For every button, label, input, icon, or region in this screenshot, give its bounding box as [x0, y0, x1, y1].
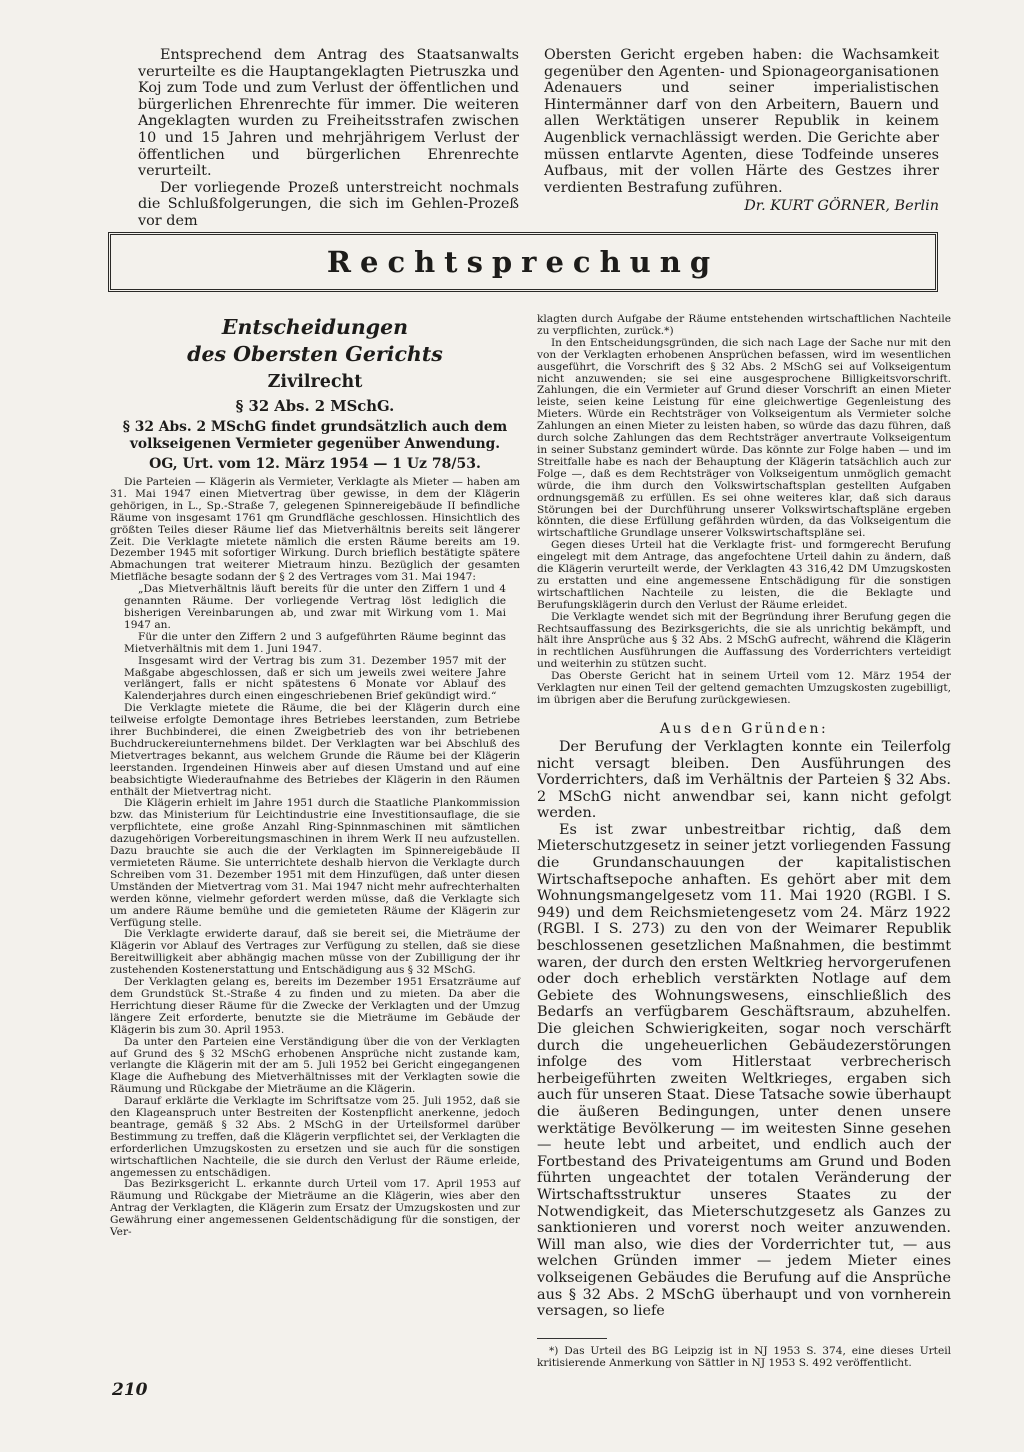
- right-paragraph: In den Entscheidungsgründen, die sich nach Lage der Sache nur mit den von der Verklagten erhobenen Ansprüchen befassen, wird im wesentlichen ausgeführt, die Vorschrift des § 32 Abs. 2 MSchG sei auf Volkseigentum nicht anzuwenden; sie sei eine ausgesprochene Billigkeitsvorschrift. Zahlungen, die ein Vermieter auf Grund dieser Vorschrift an einen Mieter leiste, seien keine Leistung für eine gleichwertige Gegenleistung des Mieters. Würde ein Rechtsträger von Volkseigentum als Vermieter solche Zahlungen an einen Mieter zu leisten haben, so würde das dazu führen, daß durch solche Zahlungen das dem Rechtsträger anvertraute Volkseigentum in seiner Substanz gemindert würde. Das könnte zur Folge haben — und im Streitfalle habe es nach der Behauptung der Klägerin tatsächlich auch zur Folge —, daß es dem Rechtsträger von Volkseigentum unmöglich gemacht würde, die ihm durch den Volkswirtschaftsplan gestellten Aufgaben ordnungsgemäß zu erfüllen. Es sei ohne weiteres klar, daß sich daraus Störungen bei der Durchführung unserer Volkswirtschaftspläne ergeben könnten, die diese Erfüllung gefährden würden, da das Volkseigentum die wirtschaftliche Grundlage unserer Volkswirtschaftspläne sei.: [537, 336, 951, 540]
- page-number: 210: [112, 1380, 148, 1400]
- left-paragraph: Der Verklagten gelang es, bereits im Dezember 1951 Ersatzräume auf dem Grundstück St.-Straße 4 zu finden und zu mieten. Da aber die Herrichtung dieser Räume für die Zwecke der Verklagten und der Umzug längere Zeit erforderte, benutzte sie die Mieträume im Gebäude der Klägerin bis zum 30. April 1953.: [110, 976, 520, 1036]
- left-body: [110, 477, 520, 1239]
- heading-obersten-gerichts: des Obersten Gerichts: [187, 342, 443, 366]
- right-column: [537, 314, 951, 1370]
- left-paragraph: Darauf erklärte die Verklagte im Schriftsatze vom 25. Juli 1952, daß sie den Klageanspruch unter Bestreiten der Kostenpflicht anerkenne, jedoch beantrage, gemäß § 32 Abs. 2 MSchG in der Urteilsformel darüber Bestimmung zu treffen, daß die Klägerin verpflichtet sei, der Verklagten die erforderlichen Umzugskosten zu ersetzen und sie auch für die sonstigen wirtschaftlichen Nachteile, die sie durch den Verlust der Räume erleide, angemessen zu entschädigen.: [110, 1095, 520, 1179]
- right-paragraph: Gegen dieses Urteil hat die Verklagte frist- und formgerecht Berufung eingelegt mit dem Antrage, das angefochtene Urteil dahin zu ändern, daß die Klägerin verurteilt werde, der Verklagten 43 316,42 DM Umzugskosten zu erstatten und eine angemessene Entschädigung für die sonstigen wirtschaftlichen Nachteile zu leisten, die die Beklagte und Berufungsklägerin durch den Verlust der Räume erleidet.: [537, 539, 951, 611]
- left-paragraph: Die Parteien — Klägerin als Vermieter, Verklagte als Mieter — haben am 31. Mai 1947 einen Mietvertrag über gewisse, in dem der Klägerin gehörigen, in L., Sp.-Straße 7, gelegenen Spinnereigebäude II befindliche Räume von insgesamt 1761 qm Grundfläche geschlossen. Hinsichtlich des größten Teiles dieser Räume lief das Mietverhältnis bereits seit längerer Zeit. Die Verklagte mietete nämlich die ersten Räume bereits am 19. Dezember 1945 mit sofortiger Wirkung. Durch brieflich bestätigte spätere Abmachungen trat weiterer Mietraum hinzu. Bezüglich der gesamten Mietfläche besagte sodann der § 2 des Vertrages vom 31. Mai 1947:: [110, 476, 520, 584]
- quote-paragraph: Insgesamt wird der Vertrag bis zum 31. Dezember 1957 mit der Maßgabe abgeschlossen, daß er sich um jeweils zwei weitere Jahre verlängert, falls er nicht spätestens 6 Monate vor Ablauf des Kalenderjahres durch einen eingeschriebenen Brief gekündigt wird.“: [124, 654, 506, 703]
- left-column: [110, 314, 520, 1239]
- right-paragraph: klagten durch Aufgabe der Räume entstehenden wirtschaftlichen Nachteile zu verpflichten, zurück.*): [537, 313, 951, 337]
- right-paragraph: Die Verklagte wendet sich mit der Begründung ihrer Berufung gegen die Rechtsauffassung des Bezirksgerichts, die sie als unrichtig bekämpft, und hält ihre Ansprüche aus § 32 Abs. 2 MSchG aufrecht, während die Klägerin in rechtlichen Ausführungen die Auffassung des Vorderrichters verteidigt und weiterhin zu stützen sucht.: [537, 610, 951, 671]
- left-paragraph: Die Verklagte mietete die Räume, die bei der Klägerin durch eine teilweise erfolgte Demontage ihres Betriebes leerstanden, zum Betriebe ihrer Buchbinderei, die einen Zweigbetrieb des von ihr betriebenen Buchdruckereiunternehmens bildet. Der Verklagten war bei Abschluß des Mietvertrages bekannt, aus welchem Grunde die Räume bei der Klägerin leerstanden. Irgendeinen Hinweis aber auf diesen Umstand und auf eine beabsichtigte Wiederaufnahme des Betriebes der Klägerin in den Räumen enthält der Mietvertrag nicht.: [110, 702, 520, 798]
- heading-entscheidungen: Entscheidungen: [221, 315, 409, 339]
- left-paragraph: Die Verklagte erwiderte darauf, daß sie bereit sei, die Mieträume der Klägerin vor Ablauf des Vertrages zur Verfügung zu stellen, daß sie diese Bereitwilligkeit aber abhängig machen müsse von der Zubilligung der ihr zustehenden Kostenerstattung und Entschädigung aus § 32 MSchG.: [110, 928, 520, 977]
- leitsatz: § 32 Abs. 2 MSchG findet grundsätzlich auch dem volkseigenen Vermieter gegenüber Anwendung.: [122, 419, 508, 452]
- left-paragraph: Da unter den Parteien eine Verständigung über die von der Verklagten auf Grund des § 32 MSchG erhobenen Ansprüche nicht zustande kam, verlangte die Klägerin mit der am 5. Juli 1952 bei Gericht eingegangenen Klage die Aufhebung des Mietverhältnisses mit der Verklagten sowie die Räumung und Rückgabe der Mieträume an die Klägerin.: [110, 1035, 520, 1096]
- footnote-rule: [537, 1338, 607, 1339]
- heading-zivilrecht: Zivilrecht: [267, 372, 363, 392]
- top-right-column: [544, 47, 939, 215]
- section-title: Rechtsprechung: [326, 245, 720, 279]
- top-left-paragraph-2: Der vorliegende Prozeß unterstreicht nochmals die Schlußfolgerungen, die sich im Gehlen-Prozeß vor dem: [138, 179, 519, 229]
- author-signature: Dr. KURT GÖRNER, Berlin: [744, 198, 939, 215]
- footnote: *) Das Urteil des BG Leipzig ist in NJ 1953 S. 374, eine dieses Urteil kritisierende Anmerkung von Sättler in NJ 1953 S. 492 veröffentlicht.: [537, 1344, 951, 1370]
- left-paragraph: Die Klägerin erhielt im Jahre 1951 durch die Staatliche Plankommission bzw. das Ministerium für Leichtindustrie eine Investitionsauflage, die sie verpflichtete, eine große Anzahl Ring-Spinnmaschinen mit sämtlichen dazugehörigen Vorbereitungsmaschinen in ihrem Werk II neu aufzustellen. Dazu brauchte sie auch die der Verklagten im Spinnereigebäude II vermieteten Räume. Sie unterrichtete deshalb hiervon die Verklagte durch Schreiben vom 31. Dezember 1951 mit dem Hinzufügen, daß unter diesen Umständen der Mietvertrag vom 31. Mai 1947 nicht mehr aufrechterhalten werden könne, vielmehr gefordert werden müsse, daß die Verklagte sich um andere Räume bemühe und die gemieteten Räume der Klägerin zur Verfügung stelle.: [110, 797, 520, 929]
- heading-aus-den-gruenden: Aus den Gründen:: [659, 720, 829, 737]
- top-left-paragraph-1: Entsprechend dem Antrag des Staatsanwalts verurteilte es die Hauptangeklagten Pietruszka und Koj zum Tode und zum Verlust der öffentlichen und bürgerlichen Ehrenrechte für immer. Die weiteren Angeklagten wurden zu Freiheitsstrafen zwischen 10 und 15 Jahren und mehrjährigem Verlust der öffentlichen und bürgerlichen Ehrenrechte verurteilt.: [138, 47, 519, 180]
- aktenzeichen: OG, Urt. vom 12. März 1954 — 1 Uz 78/53.: [149, 456, 481, 472]
- right-body-small: [537, 314, 951, 707]
- section-banner: [108, 232, 938, 292]
- top-left-column: [138, 47, 519, 230]
- quote-paragraph: Für die unter den Ziffern 2 und 3 aufgeführten Räume beginnt das Mietverhältnis mit dem 1. Juni 1947.: [124, 630, 506, 655]
- quote-paragraph: „Das Mietverhältnis läuft bereits für die unter den Ziffern 1 und 4 genannten Räume. Der vorliegende Vertrag löst lediglich die bisherigen Vereinbarungen ab, und zwar mit Wirkung vom 1. Mai 1947 an.: [124, 583, 506, 631]
- right-paragraph: Das Oberste Gericht hat in seinem Urteil vom 12. März 1954 der Verklagten nur einen Teil der geltend gemachten Umzugskosten zugebilligt, im übrigen aber die Berufung zurückgewiesen.: [537, 670, 951, 706]
- right-paragraph-large: Es ist zwar unbestreitbar richtig, daß dem Mieterschutzgesetz in seiner jetzt vorliegenden Fassung die Grundanschauungen der kapitalistischen Wirtschaftsepoche anhaften. Es gehört aber mit dem Wohnungsmangelgesetz vom 11. Mai 1920 (RGBl. I S. 949) und dem Reichsmietengesetz vom 24. März 1922 (RGBl. I S. 273) zu den von der Weimarer Republik beschlossenen gesetzlichen Maßnahmen, die bestimmt waren, der durch den ersten Weltkrieg hervorgerufenen oder doch erheblich verstärkten Notlage auf dem Gebiete des Wohnungswesens, einschließlich des Bedarfs an verfügbarem Geschäftsraum, abzuhelfen. Die gleichen Schwierigkeiten, sogar noch verschärft durch die ungeheuerlichen Gebäudezerstörungen infolge des vom Hitlerstaat verbrecherisch herbeigeführten zweiten Weltkrieges, ergaben sich auch für unseren Staat. Diese Tatsache sowie überhaupt die äußeren Bedingungen, unter denen unsere werktätige Bevölkerung — im weitesten Sinne gesehen — heute lebt und arbeitet, und endlich auch der Fortbestand des Privateigentums am Grund und Boden führten ungeachtet der totalen Veränderung der Wirtschaftsstruktur unseres Staates zu der Notwendigkeit, das Mieterschutzgesetz als Ganzes zu sanktionieren und vorerst noch weiter anzuwenden. Will man also, wie dies der Vorderrichter tut, — aus welchen Gründen immer — jedem Mieter eines volkseigenen Gebäudes die Berufung auf die Ansprüche aus § 32 Abs. 2 MSchG überhaupt und von vornherein versagen, so liefe: [537, 821, 951, 1320]
- top-right-paragraph-1: Obersten Gericht ergeben haben: die Wachsamkeit gegenüber den Agenten- und Spionageorganisationen Adenauers und seiner imperialistischen Hintermänner darf von den Arbeitern, Bauern und allen Werktätigen unserer Republik in keinem Augenblick vernachlässigt werden. Die Gerichte aber müssen entlarvte Agenten, diese Todfeinde unseres Aufbaus, mit der vollen Härte des Gestzes ihrer verdienten Bestrafung zuführen.: [544, 47, 939, 196]
- heading-paragraph-ref: § 32 Abs. 2 MSchG.: [235, 398, 395, 415]
- right-paragraph-large: Der Berufung der Verklagten konnte ein Teilerfolg nicht versagt bleiben. Den Ausführungen des Vorderrichters, daß im Verhältnis der Parteien § 32 Abs. 2 MSchG nicht anwendbar sei, kann nicht gefolgt werden.: [537, 738, 951, 822]
- right-body-large: [537, 739, 951, 1320]
- left-paragraph: Das Bezirksgericht L. erkannte durch Urteil vom 17. April 1953 auf Räumung und Rückgabe der Mieträume an die Klägerin, wies aber den Antrag der Verklagten, die Klägerin zum Ersatz der Umzugskosten und zur Gewährung einer angemessenen Geldentschädigung für die sonstigen, der Ver-: [110, 1178, 520, 1239]
